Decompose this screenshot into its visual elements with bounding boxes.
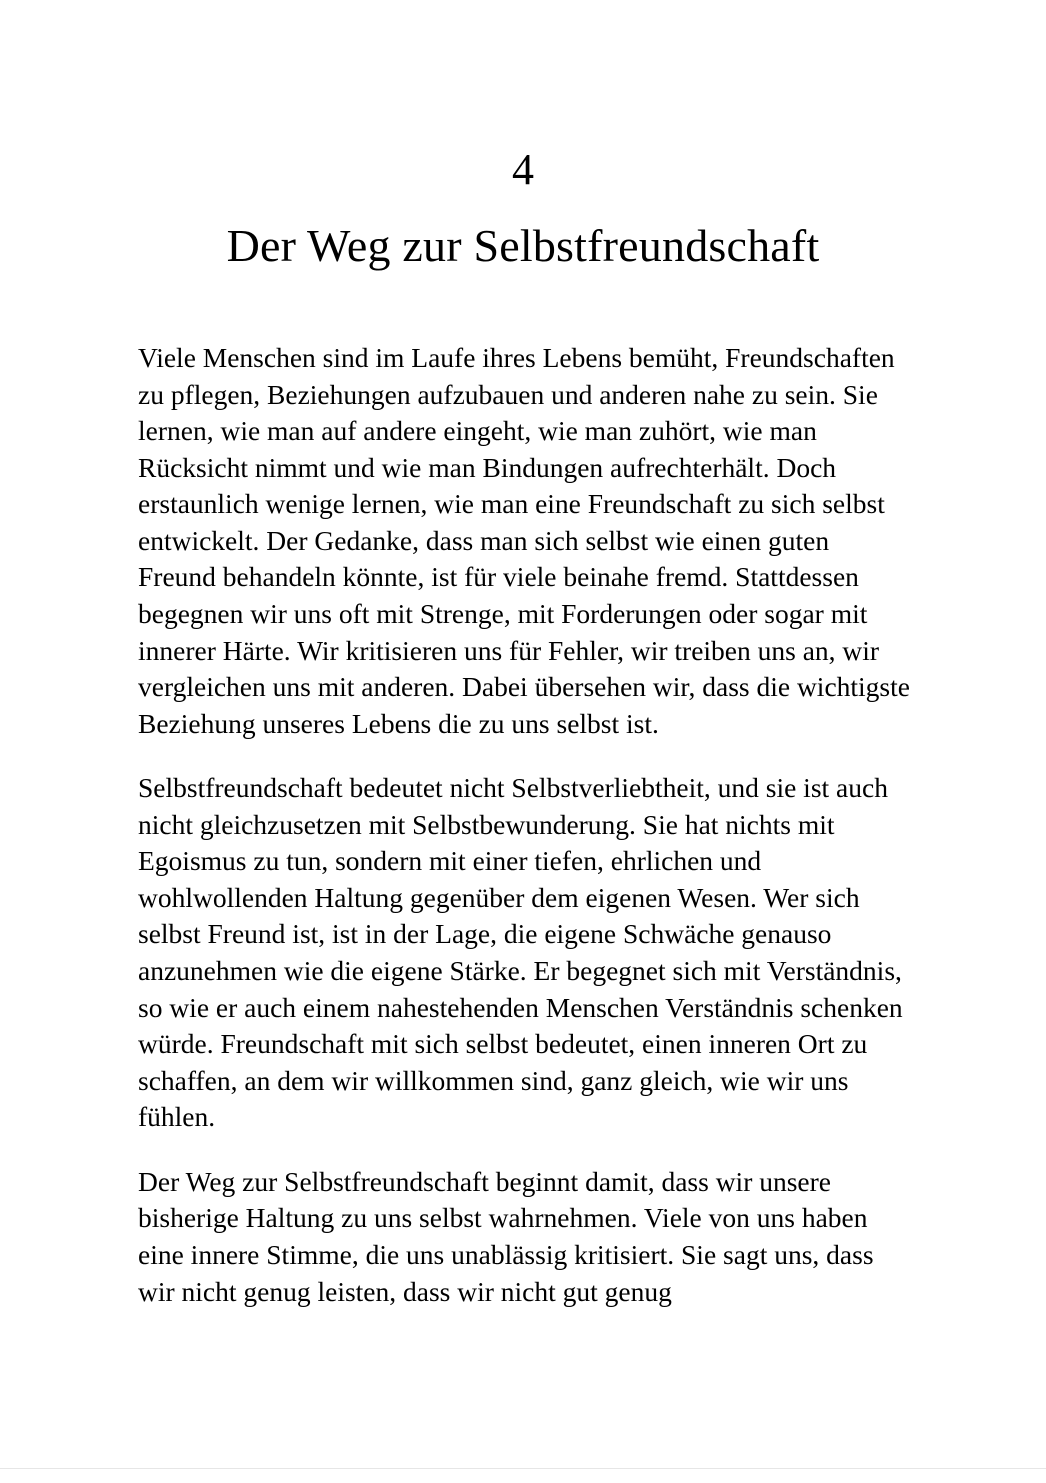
footer-divider <box>0 1468 1046 1469</box>
paragraph: Selbstfreundschaft bedeutet nicht Selbstverliebtheit, und sie ist auch nicht gleichzusetzen mit Selbstbewunderung. Sie hat nichts mit Egoismus zu tun, sondern mit einer tiefen, ehrlichen und wohlwollenden Haltung gegenüber dem eigenen Wesen. Wer sich selbst Freund ist, ist in der Lage, die eigene Schwäche genauso anzunehmen wie die eigene Stärke. Er begegnet sich mit Verständnis, so wie er auch einem nahestehenden Menschen Verständnis schenken würde. Freundschaft mit sich selbst bedeutet, einen inneren Ort zu schaffen, an dem wir willkommen sind, ganz gleich, wie wir uns fühlen. <box>138 772 903 1133</box>
page-title: Der Weg zur Selbstfreundschaft <box>226 220 820 271</box>
chapter-number: 4 <box>512 145 534 194</box>
body-text <box>138 340 913 1310</box>
paragraph: Viele Menschen sind im Laufe ihres Lebens bemüht, Freundschaften zu pflegen, Beziehungen aufzubauen und anderen nahe zu sein. Sie lernen, wie man auf andere eingeht, wie man zuhört, wie man Rücksicht nimmt und wie man Bindungen aufrechterhält. Doch erstaunlich wenige lernen, wie man eine Freundschaft zu sich selbst entwickelt. Der Gedanke, dass man sich selbst wie einen guten Freund behandeln könnte, ist für viele beinahe fremd. Stattdessen begegnen wir uns oft mit Strenge, mit Forderungen oder sogar mit innerer Härte. Wir kritisieren uns für Fehler, wir treiben uns an, wir vergleichen uns mit anderen. Dabei übersehen wir, dass die wichtigste Beziehung unseres Lebens die zu uns selbst ist. <box>138 342 910 739</box>
paragraph: Der Weg zur Selbstfreundschaft beginnt damit, dass wir unsere bisherige Haltung zu uns selbst wahrnehmen. Viele von uns haben eine innere Stimme, die uns unablässig kritisiert. Sie sagt uns, dass wir nicht genug leisten, dass wir nicht gut genug <box>138 1165 874 1307</box>
